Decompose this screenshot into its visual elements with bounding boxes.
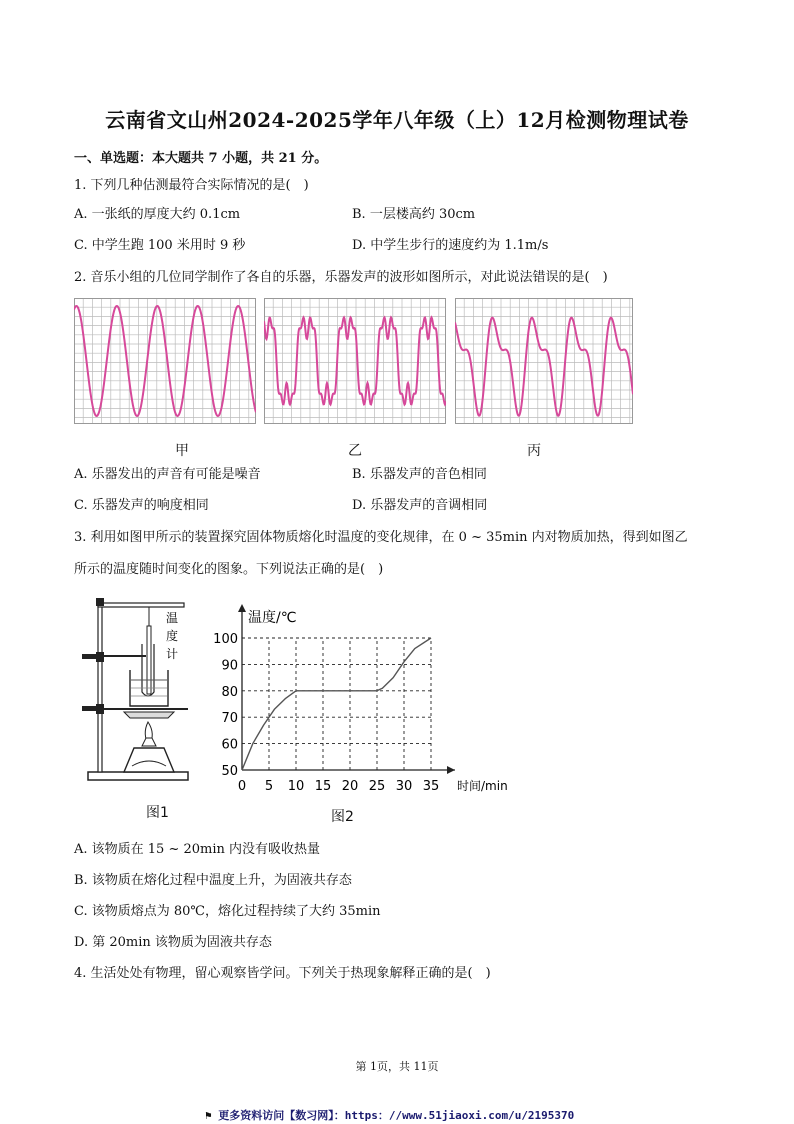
x-tick-label: 15: [314, 779, 332, 794]
x-tick-label: 0: [237, 779, 247, 794]
top-arm: [98, 603, 184, 607]
x-axis-arrow: [447, 766, 455, 774]
question-3-stem-line-2: 所示的温度随时间变化的图象。下列说法正确的是( ): [74, 562, 384, 577]
question-3-option-b: B. 该物质在熔化过程中温度上升，为固液共存态: [74, 873, 352, 888]
question-1-stem: 1. 下列几种估测最符合实际情况的是( ): [74, 178, 309, 193]
x-tick-label: 30: [395, 779, 413, 794]
thermometer-label-1: 温: [166, 611, 179, 625]
question-1-option-d: D. 中学生步行的速度约为 1.1m/s: [352, 238, 549, 253]
waveform-label-jia: 甲: [175, 443, 189, 459]
page-title: 云南省文山州2024-2025学年八年级（上）12月检测物理试卷: [105, 108, 689, 132]
question-1-option-a: A. 一张纸的厚度大约 0.1cm: [74, 207, 241, 222]
question-1-option-b: B. 一层楼高约 30cm: [352, 207, 476, 222]
alcohol-lamp: [124, 748, 174, 772]
question-1-option-c: C. 中学生跑 100 米用时 9 秒: [74, 238, 246, 253]
thermometer: [147, 626, 151, 694]
clamp-1-screw: [82, 654, 96, 659]
waveform-yi: [264, 298, 446, 424]
waveform-curve-bing: [455, 318, 633, 416]
temperature-curve: [242, 638, 431, 770]
clamp-1: [96, 652, 104, 662]
y-tick-label: 70: [221, 711, 238, 727]
page-footer: 第 1页，共 11页: [355, 1060, 439, 1073]
thermometer-label-2: 度: [166, 629, 179, 643]
waveform-label-yi: 乙: [348, 443, 362, 459]
melting-apparatus-figure: [76, 596, 196, 786]
thermometer-label-3: 计: [166, 647, 179, 661]
x-tick-label: 10: [287, 779, 305, 794]
waveform-label-bing: 丙: [527, 443, 541, 459]
waveform-bing: [455, 298, 633, 424]
question-2-option-d: D. 乐器发声的音调相同: [352, 498, 488, 513]
flag-icon: ⚑: [205, 1109, 219, 1122]
y-tick-label: 80: [221, 684, 238, 700]
temperature-time-chart: [206, 598, 516, 794]
x-tick-label: 35: [422, 779, 440, 794]
question-2-option-c: C. 乐器发声的响度相同: [74, 498, 209, 513]
question-3-option-c: C. 该物质熔点为 80℃，熔化过程持续了大约 35min: [74, 904, 381, 919]
section-heading: 一、单选题：本大题共 7 小题，共 21 分。: [74, 151, 328, 166]
stand-base: [88, 772, 188, 780]
y-axis-arrow: [238, 604, 246, 612]
question-2-option-b: B. 乐器发声的音色相同: [352, 467, 487, 482]
question-4-stem: 4. 生活处处有物理，留心观察皆学问。下列关于热现象解释正确的是( ): [74, 966, 491, 981]
stand-pole: [98, 602, 102, 772]
banner-text: 更多资料访问【数习网】：https：//www.51jiaoxi.com/u/2195370: [218, 1109, 575, 1122]
figure-2-label: 图2: [331, 809, 354, 825]
x-tick-label: 20: [341, 779, 359, 794]
figure-1-label: 图1: [146, 805, 169, 821]
question-3-option-a: A. 该物质在 15 ~ 20min 内没有吸收热量: [74, 842, 321, 857]
y-tick-label: 100: [213, 632, 238, 647]
waveform-jia: [74, 298, 256, 424]
y-tick-label: 90: [221, 658, 238, 674]
question-3-stem-line-1: 3. 利用如图甲所示的装置探究固体物质熔化时温度的变化规律，在 0 ~ 35min 内对物质加热，得到如图乙: [74, 530, 688, 545]
question-2-stem: 2. 音乐小组的几位同学制作了各自的乐器，乐器发声的波形如图所示，对此说法错误的是( ): [74, 270, 608, 285]
asbestos-gauze: [124, 712, 174, 718]
question-3-option-d: D. 第 20min 该物质为固液共存态: [74, 935, 272, 950]
y-axis-label: 温度/℃: [248, 610, 297, 626]
y-tick-label: 50: [221, 764, 238, 779]
x-tick-label: 5: [264, 779, 274, 794]
clamp-2: [96, 704, 104, 714]
resource-banner[interactable]: [205, 1107, 574, 1123]
x-axis-label: 时间/min: [457, 779, 508, 793]
question-2-option-a: A. 乐器发出的声音有可能是噪音: [74, 467, 261, 482]
y-tick-label: 60: [221, 737, 238, 753]
top-clamp: [96, 598, 104, 606]
x-tick-label: 25: [368, 779, 386, 794]
